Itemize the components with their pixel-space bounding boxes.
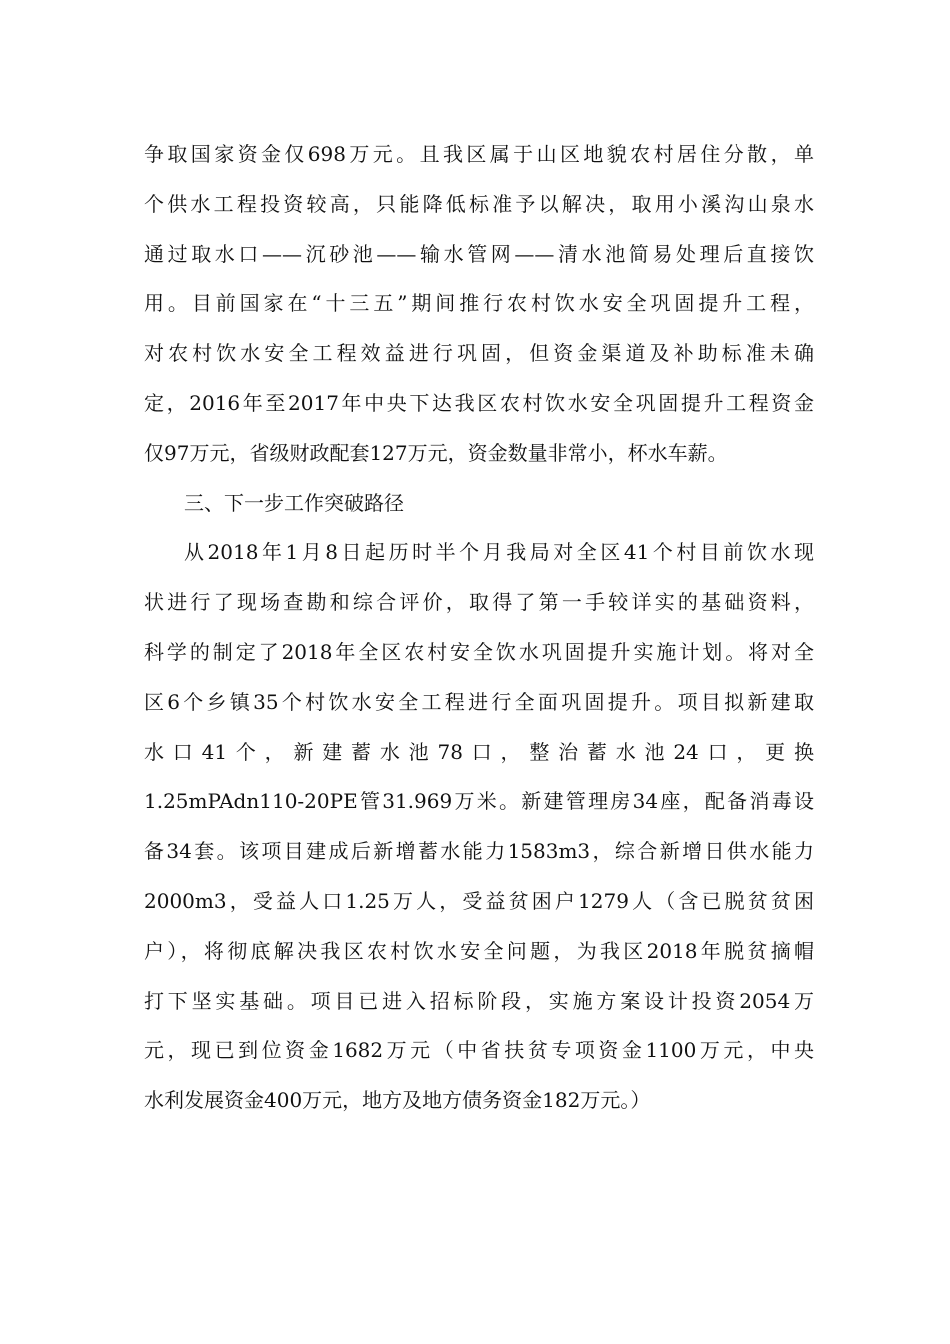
section-heading: 三、下一步工作突破路径 <box>184 490 404 515</box>
text-line: 备34套。该项目建成后新增蓄水能力1583m3，综合新增日供水能力 <box>144 839 814 864</box>
text-line: 定，2016年至2017年中央下达我区农村饮水安全巩固提升工程资金 <box>144 390 814 415</box>
text-line: 1.25mPAdn110-20PE管31.969万米。新建管理房34座，配备消毒设 <box>144 789 814 814</box>
paragraph-next-steps <box>144 528 814 1126</box>
text-line: 元，现已到位资金1682万元（中省扶贫专项资金1100万元，中央 <box>144 1038 814 1063</box>
text-line: 通过取水口——沉砂池——输水管网——清水池简易处理后直接饮 <box>144 241 814 266</box>
text-line: 个供水工程投资较高，只能降低标准予以解决，取用小溪沟山泉水 <box>144 191 814 216</box>
text-line: 2000m3，受益人口1.25万人，受益贫困户1279人（含已脱贫贫困 <box>144 888 814 913</box>
text-line: 状进行了现场查勘和综合评价，取得了第一手较详实的基础资料， <box>144 590 814 615</box>
text-line: 区6个乡镇35个村饮水安全工程进行全面巩固提升。项目拟新建取 <box>144 689 814 714</box>
text-line: 科学的制定了2018年全区农村安全饮水巩固提升实施计划。将对全 <box>144 639 814 664</box>
text-line: 对农村饮水安全工程效益进行巩固，但资金渠道及补助标准未确 <box>144 341 814 366</box>
text-line: 打下坚实基础。项目已进入招标阶段，实施方案设计投资2054万 <box>144 988 814 1013</box>
text-line: 从2018年1月8日起历时半个月我局对全区41个村目前饮水现 <box>184 540 814 565</box>
document-body <box>144 130 814 1126</box>
text-line: 户），将彻底解决我区农村饮水安全问题，为我区2018年脱贫摘帽 <box>144 938 814 963</box>
text-line: 争取国家资金仅698万元。且我区属于山区地貌农村居住分散，单 <box>144 142 814 166</box>
text-line: 水利发展资金400万元，地方及地方债务资金182万元。） <box>144 1088 651 1113</box>
text-line: 水口41个，新建蓄水池78口，整治蓄水池24口，更换 <box>144 739 814 764</box>
text-line: 仅97万元，省级财政配套127万元，资金数量非常小，杯水车薪。 <box>144 440 728 465</box>
text-line: 用。目前国家在“十三五”期间推行农村饮水安全巩固提升工程， <box>144 291 814 316</box>
paragraph-funding-background <box>144 130 814 479</box>
